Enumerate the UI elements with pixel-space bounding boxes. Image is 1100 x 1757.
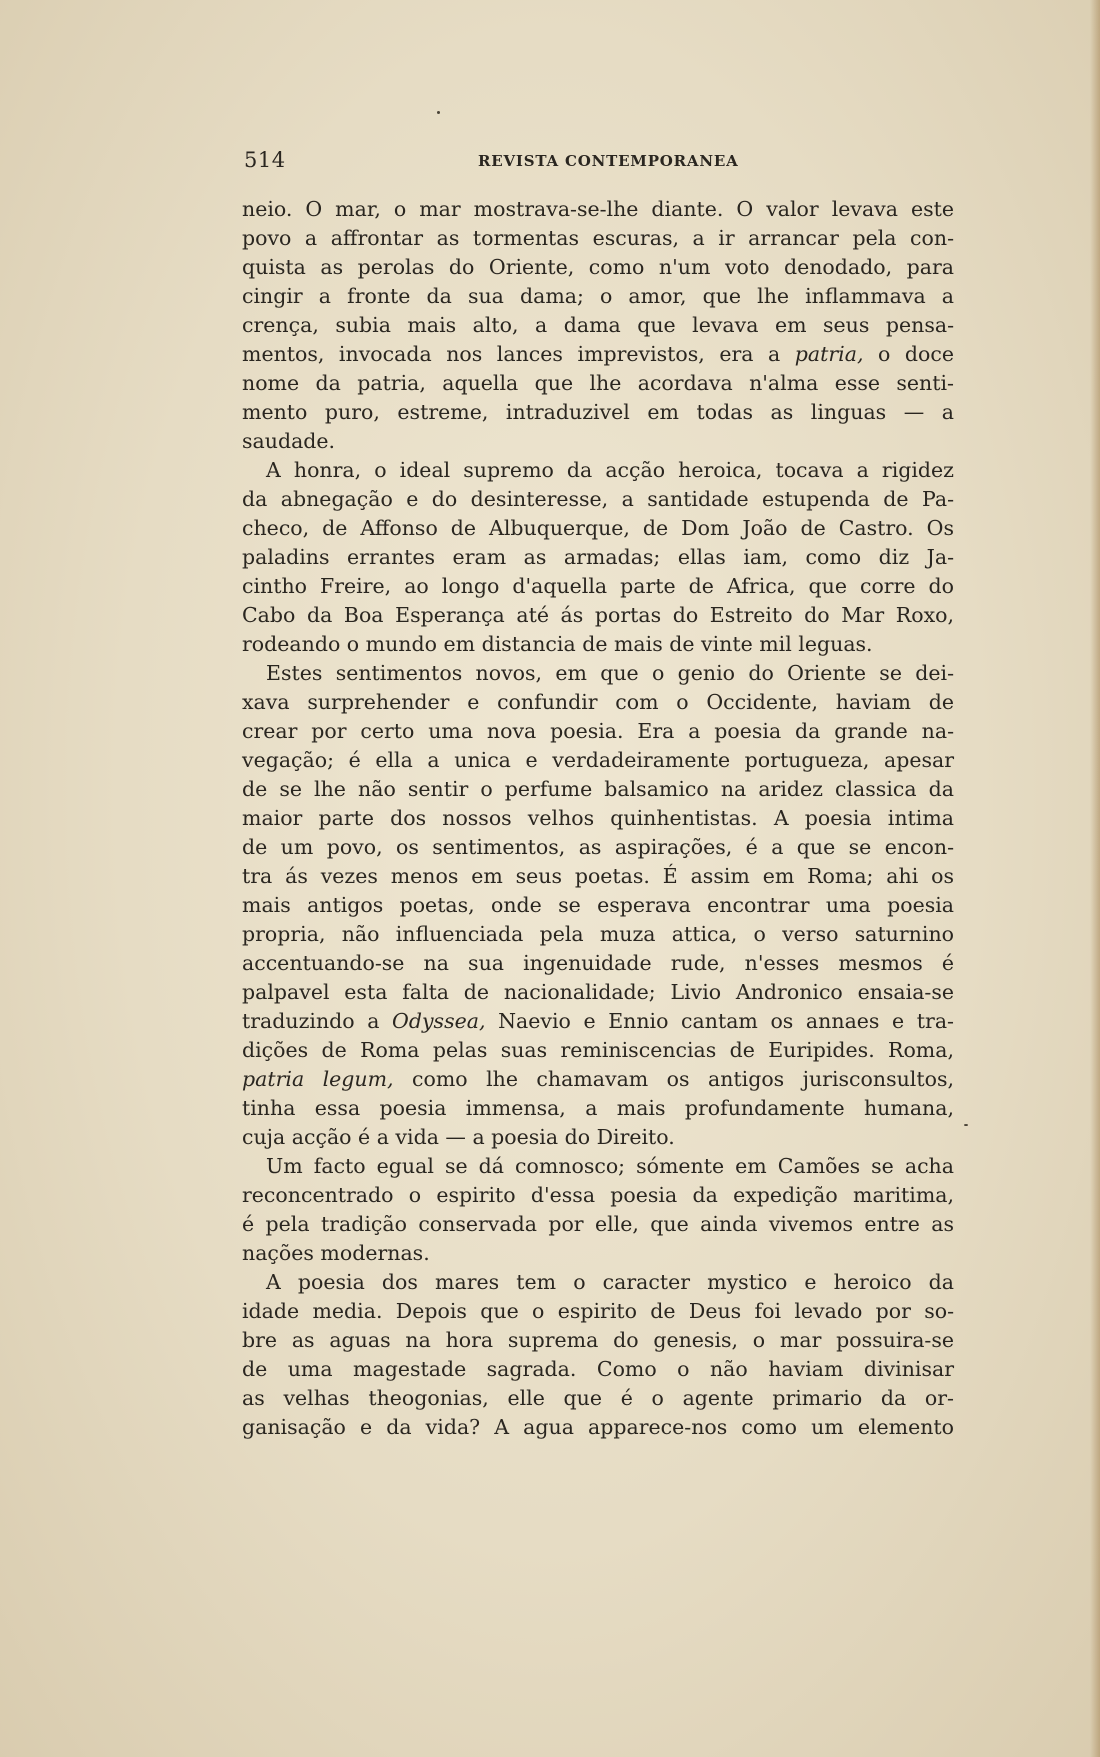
text-line: nome da patria, aquella que lhe acordava n'alma esse senti- (242, 371, 954, 395)
text-line (242, 1007, 954, 1036)
italic-word: Odyssea, (392, 1009, 486, 1033)
text-line: accentuando-se na sua ingenuidade rude, n'esses mesmos é (242, 951, 954, 975)
text-segment: traduzindo a (242, 1009, 380, 1033)
text-line: rodeando o mundo em distancia de mais de vinte mil leguas. (242, 632, 873, 656)
text-line (242, 340, 954, 369)
text-line: cuja acção é a vida — a poesia do Direito. (242, 1125, 675, 1149)
paragraph-start-line: A poesia dos mares tem o caracter mystico e heroico da (266, 1270, 954, 1294)
print-speck (437, 111, 440, 114)
text-line: vegação; é ella a unica e verdadeiramente portugueza, apesar (242, 748, 954, 772)
text-line: cintho Freire, ao longo d'aquella parte de Africa, que corre do (242, 574, 954, 598)
text-line: bre as aguas na hora suprema do genesis, o mar possuira-se (242, 1328, 954, 1352)
text-line: crença, subia mais alto, a dama que levava em seus pensa- (242, 313, 954, 337)
page-edge-shadow (1090, 0, 1100, 1757)
text-line-italic: saudade. (242, 429, 336, 453)
text-segment: como lhe chamavam os antigos jurisconsultos, (412, 1067, 954, 1091)
text-line: mais antigos poetas, onde se esperava encontrar uma poesia (242, 893, 954, 917)
body-text (242, 195, 954, 1442)
text-segment: mentos, invocada nos lances imprevistos, era a (242, 342, 781, 366)
italic-phrase: patria legum, (242, 1067, 394, 1091)
text-line: neio. O mar, o mar mostrava-se-lhe diante. O valor levava este (242, 197, 954, 221)
text-line: de uma magestade sagrada. Como o não haviam divinisar (242, 1357, 954, 1381)
text-line: quista as perolas do Oriente, como n'um voto denodado, para (242, 255, 954, 279)
text-line: nações modernas. (242, 1241, 430, 1265)
text-line: xava surprehender e confundir com o Occidente, haviam de (242, 690, 954, 714)
text-line: da abnegação e do desinteresse, a santidade estupenda de Pa- (242, 487, 954, 511)
text-segment: o doce (878, 342, 954, 366)
text-line: maior parte dos nossos velhos quinhentistas. A poesia intima (242, 806, 954, 830)
text-line: é pela tradição conservada por elle, que ainda vivemos entre as (242, 1212, 954, 1236)
paragraph-start-line: Um facto egual se dá comnosco; sómente em Camões se acha (266, 1154, 954, 1178)
text-line: mento puro, estreme, intraduzivel em todas as linguas — a (242, 400, 954, 424)
text-line: as velhas theogonias, elle que é o agente primario da or- (242, 1386, 954, 1410)
text-line: tra ás vezes menos em seus poetas. É assim em Roma; ahi os (242, 864, 954, 888)
page-number: 514 (244, 148, 286, 172)
text-line: propria, não influenciada pela muza attica, o verso saturnino (242, 922, 954, 946)
text-line: povo a affrontar as tormentas escuras, a ir arrancar pela con- (242, 226, 954, 250)
text-line: tinha essa poesia immensa, a mais profundamente humana, (242, 1096, 954, 1120)
text-line (242, 1065, 954, 1094)
text-line: checo, de Affonso de Albuquerque, de Dom João de Castro. Os (242, 516, 954, 540)
text-line: Cabo da Boa Esperança até ás portas do Estreito do Mar Roxo, (242, 603, 954, 627)
text-line: paladins errantes eram as armadas; ellas iam, como diz Ja- (242, 545, 954, 569)
italic-word: patria, (794, 342, 864, 366)
text-line: palpavel esta falta de nacionalidade; Livio Andronico ensaia-se (242, 980, 954, 1004)
paragraph-start-line: A honra, o ideal supremo da acção heroica, tocava a rigidez (266, 458, 954, 482)
text-line: ganisação e da vida? A agua apparece-nos como um elemento (242, 1415, 954, 1439)
text-line: de se lhe não sentir o perfume balsamico na aridez classica da (242, 777, 954, 801)
text-line: reconcentrado o espirito d'essa poesia da expedição maritima, (242, 1183, 954, 1207)
text-line: cingir a fronte da sua dama; o amor, que lhe inflammava a (242, 284, 954, 308)
text-line: crear por certo uma nova poesia. Era a poesia da grande na- (242, 719, 954, 743)
paragraph-start-line: Estes sentimentos novos, em que o genio do Oriente se dei- (266, 661, 954, 685)
page-header (244, 146, 952, 176)
text-line: de um povo, os sentimentos, as aspirações, é a que se encon- (242, 835, 954, 859)
running-title: REVISTA CONTEMPORANEA (478, 152, 739, 170)
print-speck (964, 1124, 968, 1126)
text-segment: Naevio e Ennio cantam os annaes e tra- (498, 1009, 954, 1033)
text-line: dições de Roma pelas suas reminiscencias de Euripides. Roma, (242, 1038, 954, 1062)
text-line: idade media. Depois que o espirito de Deus foi levado por so- (242, 1299, 954, 1323)
